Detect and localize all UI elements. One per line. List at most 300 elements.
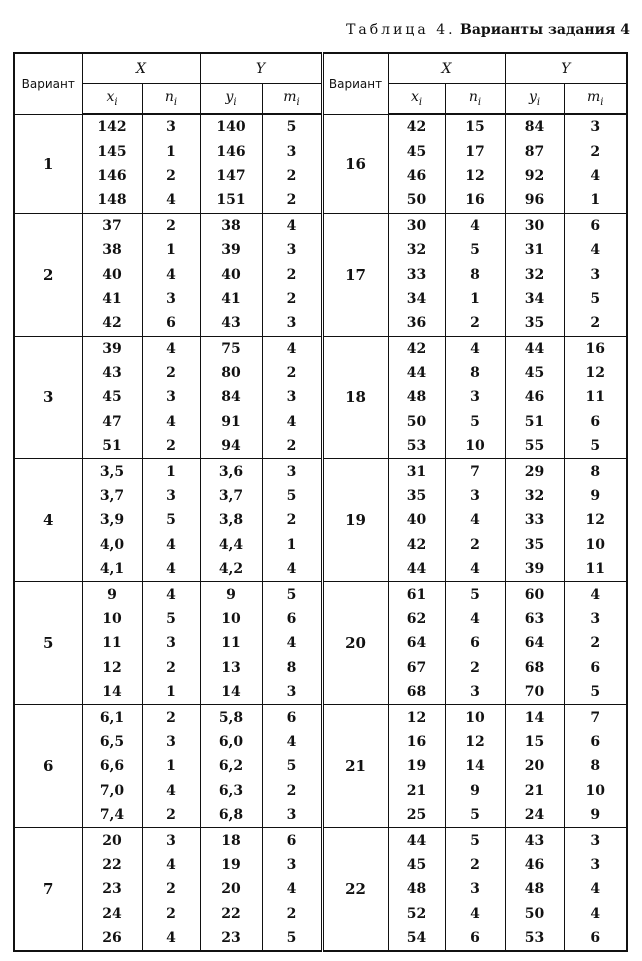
cell-mi-left: 2 bbox=[262, 779, 322, 803]
cell-ni-left: 4 bbox=[142, 533, 200, 557]
cell-mi-right: 2 bbox=[564, 139, 627, 163]
table-row bbox=[14, 631, 627, 655]
cell-ni-left: 4 bbox=[142, 779, 200, 803]
cell-xi-left: 38 bbox=[82, 238, 142, 262]
cell-xi-left: 6,6 bbox=[82, 754, 142, 778]
cell-xi-left: 39 bbox=[82, 336, 142, 361]
cell-yi-left: 140 bbox=[200, 114, 262, 139]
cell-ni-left: 6 bbox=[142, 311, 200, 336]
variants-table bbox=[13, 52, 628, 952]
cell-ni-right: 17 bbox=[445, 139, 505, 163]
cell-ni-left: 4 bbox=[142, 188, 200, 213]
cell-mi-right: 11 bbox=[564, 385, 627, 409]
cell-ni-right: 2 bbox=[445, 533, 505, 557]
cell-ni-left: 1 bbox=[142, 238, 200, 262]
table-row bbox=[14, 238, 627, 262]
variant-number-left: 4 bbox=[14, 459, 82, 582]
cell-xi-right: 12 bbox=[388, 705, 445, 730]
cell-mi-right: 16 bbox=[564, 336, 627, 361]
cell-ni-left: 4 bbox=[142, 262, 200, 286]
cell-mi-right: 4 bbox=[564, 877, 627, 901]
cell-xi-left: 9 bbox=[82, 582, 142, 607]
header-variant-left: Вариант bbox=[14, 53, 82, 114]
cell-ni-right: 8 bbox=[445, 262, 505, 286]
cell-ni-right: 4 bbox=[445, 902, 505, 926]
cell-mi-right: 6 bbox=[564, 926, 627, 951]
table-row bbox=[14, 705, 627, 730]
cell-xi-left: 20 bbox=[82, 828, 142, 853]
cell-ni-left: 4 bbox=[142, 557, 200, 582]
variant-number-left: 6 bbox=[14, 705, 82, 828]
cell-ni-right: 10 bbox=[445, 434, 505, 459]
cell-xi-right: 45 bbox=[388, 853, 445, 877]
cell-xi-right: 62 bbox=[388, 607, 445, 631]
cell-mi-left: 2 bbox=[262, 287, 322, 311]
cell-yi-right: 43 bbox=[505, 828, 564, 853]
cell-ni-left: 1 bbox=[142, 139, 200, 163]
cell-mi-right: 3 bbox=[564, 853, 627, 877]
cell-xi-left: 6,5 bbox=[82, 730, 142, 754]
cell-ni-left: 3 bbox=[142, 484, 200, 508]
cell-yi-left: 9 bbox=[200, 582, 262, 607]
cell-yi-right: 15 bbox=[505, 730, 564, 754]
cell-xi-right: 44 bbox=[388, 361, 445, 385]
cell-ni-right: 15 bbox=[445, 114, 505, 139]
cell-ni-left: 2 bbox=[142, 164, 200, 188]
table-row bbox=[14, 754, 627, 778]
cell-mi-right: 6 bbox=[564, 213, 627, 238]
cell-xi-left: 11 bbox=[82, 631, 142, 655]
cell-yi-left: 39 bbox=[200, 238, 262, 262]
cell-mi-right: 5 bbox=[564, 287, 627, 311]
cell-yi-left: 38 bbox=[200, 213, 262, 238]
cell-ni-right: 3 bbox=[445, 385, 505, 409]
table-row bbox=[14, 853, 627, 877]
cell-ni-left: 5 bbox=[142, 508, 200, 532]
cell-yi-left: 84 bbox=[200, 385, 262, 409]
cell-ni-right: 5 bbox=[445, 238, 505, 262]
cell-mi-left: 4 bbox=[262, 631, 322, 655]
cell-xi-right: 52 bbox=[388, 902, 445, 926]
cell-yi-left: 151 bbox=[200, 188, 262, 213]
cell-xi-left: 41 bbox=[82, 287, 142, 311]
cell-yi-right: 35 bbox=[505, 533, 564, 557]
cell-xi-right: 44 bbox=[388, 557, 445, 582]
cell-ni-right: 5 bbox=[445, 582, 505, 607]
cell-mi-left: 5 bbox=[262, 582, 322, 607]
variant-number-right: 19 bbox=[322, 459, 388, 582]
cell-ni-right: 12 bbox=[445, 164, 505, 188]
header-xi-left: $x_i$ bbox=[82, 84, 142, 115]
cell-ni-right: 14 bbox=[445, 754, 505, 778]
cell-yi-right: 70 bbox=[505, 680, 564, 705]
cell-xi-right: 40 bbox=[388, 508, 445, 532]
cell-xi-right: 50 bbox=[388, 410, 445, 434]
cell-yi-right: 51 bbox=[505, 410, 564, 434]
cell-mi-left: 5 bbox=[262, 926, 322, 951]
cell-xi-left: 7,4 bbox=[82, 803, 142, 828]
cell-yi-right: 53 bbox=[505, 926, 564, 951]
header-ni-right: $n_i$ bbox=[445, 84, 505, 115]
cell-yi-left: 6,0 bbox=[200, 730, 262, 754]
cell-ni-left: 3 bbox=[142, 828, 200, 853]
cell-ni-right: 3 bbox=[445, 680, 505, 705]
cell-xi-right: 30 bbox=[388, 213, 445, 238]
cell-ni-right: 9 bbox=[445, 779, 505, 803]
cell-yi-right: 84 bbox=[505, 114, 564, 139]
cell-xi-right: 50 bbox=[388, 188, 445, 213]
cell-yi-left: 43 bbox=[200, 311, 262, 336]
cell-ni-right: 2 bbox=[445, 656, 505, 680]
cell-xi-left: 45 bbox=[82, 385, 142, 409]
cell-ni-left: 2 bbox=[142, 803, 200, 828]
header-x-right: X bbox=[388, 53, 505, 84]
header-variant-right: Вариант bbox=[322, 53, 388, 114]
table-row bbox=[14, 607, 627, 631]
cell-xi-left: 10 bbox=[82, 607, 142, 631]
cell-ni-left: 3 bbox=[142, 287, 200, 311]
cell-xi-left: 40 bbox=[82, 262, 142, 286]
cell-xi-left: 4,0 bbox=[82, 533, 142, 557]
cell-yi-left: 3,8 bbox=[200, 508, 262, 532]
table-row bbox=[14, 114, 627, 139]
cell-mi-right: 3 bbox=[564, 828, 627, 853]
cell-yi-right: 31 bbox=[505, 238, 564, 262]
cell-mi-left: 1 bbox=[262, 533, 322, 557]
cell-yi-right: 21 bbox=[505, 779, 564, 803]
cell-xi-left: 6,1 bbox=[82, 705, 142, 730]
table-row bbox=[14, 484, 627, 508]
cell-yi-left: 6,2 bbox=[200, 754, 262, 778]
cell-xi-right: 25 bbox=[388, 803, 445, 828]
cell-xi-right: 34 bbox=[388, 287, 445, 311]
cell-mi-left: 5 bbox=[262, 754, 322, 778]
table-row bbox=[14, 730, 627, 754]
table-row bbox=[14, 779, 627, 803]
cell-mi-left: 3 bbox=[262, 853, 322, 877]
cell-yi-right: 24 bbox=[505, 803, 564, 828]
cell-mi-left: 6 bbox=[262, 705, 322, 730]
table-row bbox=[14, 557, 627, 582]
cell-xi-left: 23 bbox=[82, 877, 142, 901]
cell-mi-left: 2 bbox=[262, 434, 322, 459]
cell-xi-left: 24 bbox=[82, 902, 142, 926]
cell-ni-left: 3 bbox=[142, 631, 200, 655]
cell-yi-right: 96 bbox=[505, 188, 564, 213]
cell-mi-left: 4 bbox=[262, 730, 322, 754]
variant-number-right: 17 bbox=[322, 213, 388, 336]
cell-xi-right: 48 bbox=[388, 877, 445, 901]
cell-yi-left: 4,2 bbox=[200, 557, 262, 582]
cell-xi-right: 64 bbox=[388, 631, 445, 655]
cell-xi-left: 3,9 bbox=[82, 508, 142, 532]
cell-ni-left: 2 bbox=[142, 705, 200, 730]
cell-mi-left: 4 bbox=[262, 336, 322, 361]
cell-yi-left: 5,8 bbox=[200, 705, 262, 730]
cell-mi-right: 3 bbox=[564, 262, 627, 286]
cell-xi-left: 14 bbox=[82, 680, 142, 705]
cell-ni-left: 2 bbox=[142, 434, 200, 459]
cell-yi-right: 32 bbox=[505, 484, 564, 508]
cell-mi-right: 2 bbox=[564, 311, 627, 336]
cell-mi-right: 2 bbox=[564, 631, 627, 655]
cell-xi-right: 44 bbox=[388, 828, 445, 853]
cell-mi-right: 3 bbox=[564, 607, 627, 631]
cell-yi-left: 19 bbox=[200, 853, 262, 877]
cell-yi-left: 41 bbox=[200, 287, 262, 311]
cell-ni-left: 1 bbox=[142, 459, 200, 484]
cell-yi-right: 39 bbox=[505, 557, 564, 582]
table-row bbox=[14, 656, 627, 680]
cell-ni-left: 4 bbox=[142, 582, 200, 607]
cell-ni-left: 5 bbox=[142, 607, 200, 631]
cell-xi-left: 145 bbox=[82, 139, 142, 163]
cell-yi-left: 94 bbox=[200, 434, 262, 459]
cell-mi-right: 8 bbox=[564, 754, 627, 778]
cell-yi-right: 34 bbox=[505, 287, 564, 311]
cell-yi-right: 33 bbox=[505, 508, 564, 532]
cell-ni-right: 6 bbox=[445, 631, 505, 655]
table-row bbox=[14, 533, 627, 557]
cell-mi-right: 10 bbox=[564, 533, 627, 557]
cell-yi-left: 3,6 bbox=[200, 459, 262, 484]
cell-xi-left: 3,7 bbox=[82, 484, 142, 508]
cell-yi-right: 64 bbox=[505, 631, 564, 655]
cell-yi-right: 87 bbox=[505, 139, 564, 163]
cell-mi-right: 7 bbox=[564, 705, 627, 730]
cell-mi-left: 4 bbox=[262, 877, 322, 901]
caption-label: Таблица 4. bbox=[346, 22, 456, 38]
cell-xi-left: 4,1 bbox=[82, 557, 142, 582]
cell-xi-left: 7,0 bbox=[82, 779, 142, 803]
cell-xi-right: 68 bbox=[388, 680, 445, 705]
table-row bbox=[14, 287, 627, 311]
cell-xi-left: 148 bbox=[82, 188, 142, 213]
variant-number-right: 16 bbox=[322, 114, 388, 213]
cell-yi-right: 60 bbox=[505, 582, 564, 607]
cell-mi-left: 2 bbox=[262, 262, 322, 286]
cell-mi-left: 6 bbox=[262, 607, 322, 631]
table-row bbox=[14, 828, 627, 853]
header-y-left: Y bbox=[200, 53, 322, 84]
cell-ni-right: 5 bbox=[445, 410, 505, 434]
table-row bbox=[14, 508, 627, 532]
cell-yi-left: 14 bbox=[200, 680, 262, 705]
variant-number-left: 5 bbox=[14, 582, 82, 705]
cell-mi-right: 9 bbox=[564, 484, 627, 508]
cell-mi-right: 4 bbox=[564, 238, 627, 262]
cell-yi-left: 20 bbox=[200, 877, 262, 901]
cell-mi-right: 8 bbox=[564, 459, 627, 484]
cell-yi-right: 55 bbox=[505, 434, 564, 459]
cell-xi-left: 22 bbox=[82, 853, 142, 877]
table-row bbox=[14, 311, 627, 336]
cell-yi-left: 6,3 bbox=[200, 779, 262, 803]
cell-yi-right: 20 bbox=[505, 754, 564, 778]
cell-ni-right: 7 bbox=[445, 459, 505, 484]
cell-mi-right: 4 bbox=[564, 164, 627, 188]
cell-yi-right: 32 bbox=[505, 262, 564, 286]
cell-mi-left: 2 bbox=[262, 188, 322, 213]
cell-mi-left: 3 bbox=[262, 680, 322, 705]
cell-ni-left: 4 bbox=[142, 853, 200, 877]
cell-xi-left: 47 bbox=[82, 410, 142, 434]
cell-mi-right: 9 bbox=[564, 803, 627, 828]
cell-ni-right: 5 bbox=[445, 828, 505, 853]
cell-mi-right: 1 bbox=[564, 188, 627, 213]
cell-yi-left: 6,8 bbox=[200, 803, 262, 828]
cell-xi-right: 54 bbox=[388, 926, 445, 951]
cell-ni-right: 3 bbox=[445, 877, 505, 901]
cell-mi-left: 5 bbox=[262, 114, 322, 139]
cell-mi-left: 2 bbox=[262, 902, 322, 926]
cell-yi-left: 22 bbox=[200, 902, 262, 926]
cell-xi-right: 35 bbox=[388, 484, 445, 508]
cell-mi-right: 6 bbox=[564, 656, 627, 680]
table-wrapper bbox=[13, 52, 628, 952]
cell-xi-right: 45 bbox=[388, 139, 445, 163]
cell-yi-right: 44 bbox=[505, 336, 564, 361]
cell-yi-right: 30 bbox=[505, 213, 564, 238]
cell-mi-right: 6 bbox=[564, 410, 627, 434]
cell-ni-left: 2 bbox=[142, 877, 200, 901]
cell-mi-left: 4 bbox=[262, 410, 322, 434]
variant-number-right: 20 bbox=[322, 582, 388, 705]
cell-xi-left: 142 bbox=[82, 114, 142, 139]
cell-xi-left: 43 bbox=[82, 361, 142, 385]
cell-yi-left: 4,4 bbox=[200, 533, 262, 557]
cell-ni-right: 2 bbox=[445, 311, 505, 336]
cell-yi-right: 35 bbox=[505, 311, 564, 336]
table-row bbox=[14, 459, 627, 484]
table-row bbox=[14, 188, 627, 213]
table-row bbox=[14, 139, 627, 163]
cell-yi-left: 13 bbox=[200, 656, 262, 680]
cell-ni-left: 1 bbox=[142, 680, 200, 705]
cell-ni-right: 4 bbox=[445, 508, 505, 532]
header-mi-right: $m_i$ bbox=[564, 84, 627, 115]
cell-ni-right: 16 bbox=[445, 188, 505, 213]
cell-xi-right: 67 bbox=[388, 656, 445, 680]
cell-mi-left: 2 bbox=[262, 361, 322, 385]
cell-yi-left: 75 bbox=[200, 336, 262, 361]
cell-ni-left: 2 bbox=[142, 656, 200, 680]
table-row bbox=[14, 336, 627, 361]
cell-yi-left: 23 bbox=[200, 926, 262, 951]
cell-ni-left: 2 bbox=[142, 902, 200, 926]
cell-xi-left: 37 bbox=[82, 213, 142, 238]
table-row bbox=[14, 385, 627, 409]
cell-xi-right: 32 bbox=[388, 238, 445, 262]
cell-xi-left: 12 bbox=[82, 656, 142, 680]
cell-mi-right: 10 bbox=[564, 779, 627, 803]
cell-mi-left: 5 bbox=[262, 484, 322, 508]
cell-yi-left: 40 bbox=[200, 262, 262, 286]
cell-yi-left: 18 bbox=[200, 828, 262, 853]
header-x-left: X bbox=[82, 53, 200, 84]
cell-yi-left: 91 bbox=[200, 410, 262, 434]
table-row bbox=[14, 680, 627, 705]
cell-mi-left: 3 bbox=[262, 238, 322, 262]
variant-number-left: 1 bbox=[14, 114, 82, 213]
cell-xi-right: 36 bbox=[388, 311, 445, 336]
cell-ni-left: 2 bbox=[142, 213, 200, 238]
cell-ni-right: 4 bbox=[445, 213, 505, 238]
table-row bbox=[14, 410, 627, 434]
cell-yi-right: 92 bbox=[505, 164, 564, 188]
header-yi-left: $y_i$ bbox=[200, 84, 262, 115]
cell-xi-right: 46 bbox=[388, 164, 445, 188]
cell-ni-right: 6 bbox=[445, 926, 505, 951]
cell-xi-left: 42 bbox=[82, 311, 142, 336]
cell-mi-right: 11 bbox=[564, 557, 627, 582]
cell-xi-right: 16 bbox=[388, 730, 445, 754]
cell-yi-right: 14 bbox=[505, 705, 564, 730]
cell-ni-right: 10 bbox=[445, 705, 505, 730]
cell-yi-left: 3,7 bbox=[200, 484, 262, 508]
cell-xi-right: 48 bbox=[388, 385, 445, 409]
cell-ni-right: 12 bbox=[445, 730, 505, 754]
cell-yi-right: 46 bbox=[505, 853, 564, 877]
cell-ni-right: 4 bbox=[445, 557, 505, 582]
cell-yi-right: 29 bbox=[505, 459, 564, 484]
header-y-right: Y bbox=[505, 53, 627, 84]
cell-yi-left: 146 bbox=[200, 139, 262, 163]
table-row bbox=[14, 164, 627, 188]
table-row bbox=[14, 582, 627, 607]
cell-mi-right: 4 bbox=[564, 902, 627, 926]
cell-ni-right: 4 bbox=[445, 607, 505, 631]
cell-xi-right: 42 bbox=[388, 114, 445, 139]
cell-yi-right: 63 bbox=[505, 607, 564, 631]
header-ni-left: $n_i$ bbox=[142, 84, 200, 115]
cell-xi-right: 31 bbox=[388, 459, 445, 484]
cell-mi-right: 6 bbox=[564, 730, 627, 754]
cell-xi-right: 19 bbox=[388, 754, 445, 778]
cell-mi-left: 6 bbox=[262, 828, 322, 853]
cell-ni-left: 3 bbox=[142, 385, 200, 409]
cell-mi-right: 4 bbox=[564, 582, 627, 607]
cell-ni-left: 4 bbox=[142, 336, 200, 361]
cell-xi-right: 42 bbox=[388, 336, 445, 361]
cell-mi-right: 12 bbox=[564, 508, 627, 532]
cell-yi-left: 10 bbox=[200, 607, 262, 631]
cell-mi-left: 3 bbox=[262, 311, 322, 336]
cell-yi-left: 147 bbox=[200, 164, 262, 188]
cell-xi-right: 21 bbox=[388, 779, 445, 803]
variant-number-right: 21 bbox=[322, 705, 388, 828]
cell-mi-right: 5 bbox=[564, 434, 627, 459]
table-row bbox=[14, 926, 627, 951]
cell-yi-right: 48 bbox=[505, 877, 564, 901]
table-row bbox=[14, 434, 627, 459]
cell-xi-left: 51 bbox=[82, 434, 142, 459]
header-yi-right: $y_i$ bbox=[505, 84, 564, 115]
cell-yi-left: 80 bbox=[200, 361, 262, 385]
cell-mi-right: 12 bbox=[564, 361, 627, 385]
cell-xi-left: 26 bbox=[82, 926, 142, 951]
cell-mi-left: 2 bbox=[262, 164, 322, 188]
header-xi-right: $x_i$ bbox=[388, 84, 445, 115]
cell-ni-left: 3 bbox=[142, 730, 200, 754]
table-row bbox=[14, 262, 627, 286]
table-body bbox=[14, 114, 627, 951]
cell-mi-left: 2 bbox=[262, 508, 322, 532]
variant-number-right: 22 bbox=[322, 828, 388, 951]
cell-yi-right: 68 bbox=[505, 656, 564, 680]
cell-ni-right: 8 bbox=[445, 361, 505, 385]
cell-ni-left: 3 bbox=[142, 114, 200, 139]
